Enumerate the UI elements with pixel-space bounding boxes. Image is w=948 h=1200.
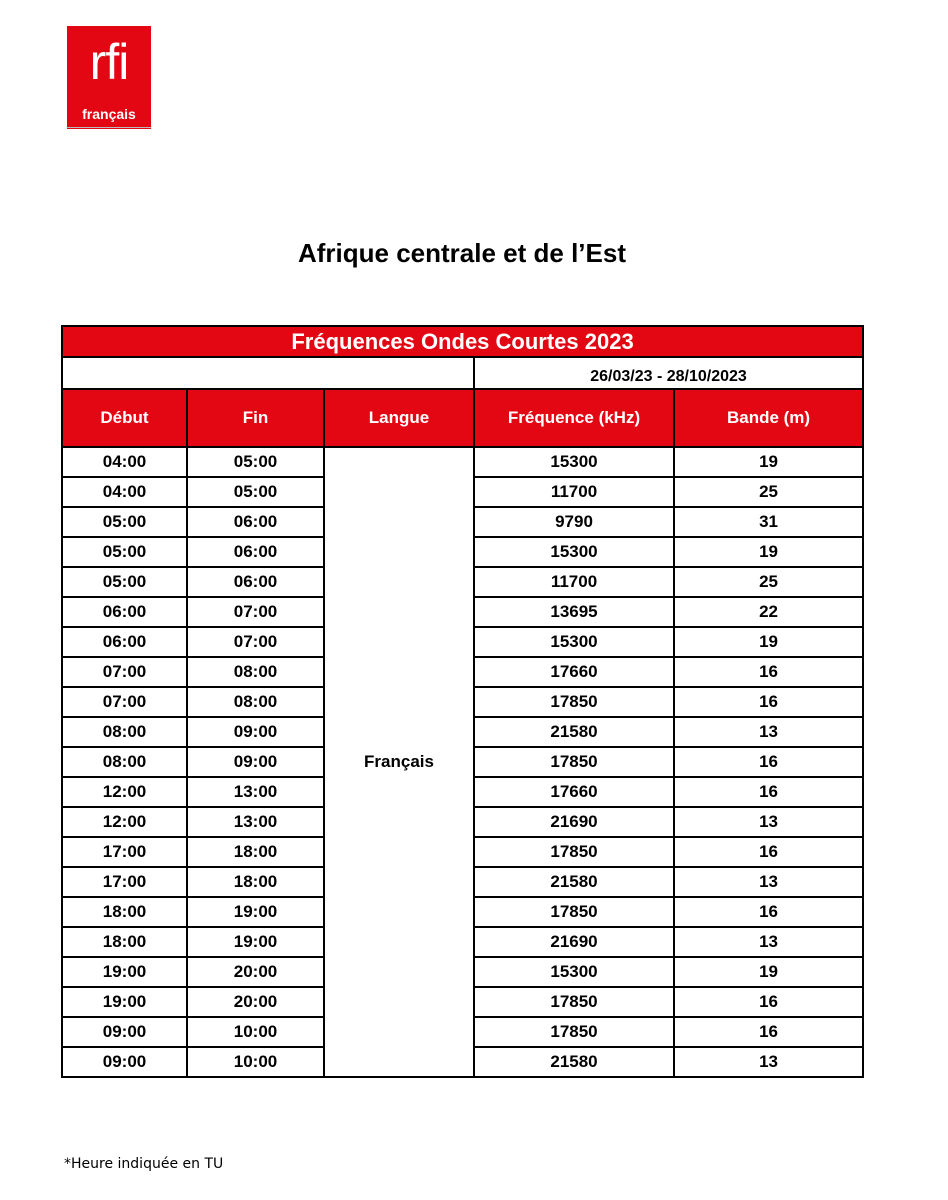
cell-frequence: 9790 <box>474 507 674 537</box>
cell-fin: 13:00 <box>187 777 324 807</box>
cell-fin: 10:00 <box>187 1017 324 1047</box>
header-fin: Fin <box>187 389 324 447</box>
cell-frequence: 17850 <box>474 837 674 867</box>
cell-frequence: 11700 <box>474 477 674 507</box>
cell-bande: 16 <box>674 687 863 717</box>
cell-frequence: 15300 <box>474 447 674 477</box>
cell-fin: 18:00 <box>187 867 324 897</box>
cell-fin: 19:00 <box>187 927 324 957</box>
cell-fin: 07:00 <box>187 627 324 657</box>
cell-frequence: 17850 <box>474 747 674 777</box>
cell-fin: 06:00 <box>187 537 324 567</box>
cell-frequence: 21580 <box>474 717 674 747</box>
logo-wordmark: rfi <box>89 34 129 90</box>
cell-debut: 19:00 <box>62 987 187 1017</box>
cell-debut: 09:00 <box>62 1017 187 1047</box>
cell-frequence: 17850 <box>474 987 674 1017</box>
period-row <box>62 357 863 389</box>
rfi-logo <box>67 26 151 129</box>
cell-bande: 16 <box>674 657 863 687</box>
period-blank <box>62 357 474 389</box>
frequency-table <box>61 325 864 1078</box>
cell-fin: 08:00 <box>187 657 324 687</box>
cell-bande: 22 <box>674 597 863 627</box>
cell-frequence: 21690 <box>474 927 674 957</box>
cell-debut: 19:00 <box>62 957 187 987</box>
header-frequence: Fréquence (kHz) <box>474 389 674 447</box>
cell-fin: 10:00 <box>187 1047 324 1077</box>
cell-frequence: 21580 <box>474 1047 674 1077</box>
cell-bande: 16 <box>674 897 863 927</box>
cell-fin: 09:00 <box>187 717 324 747</box>
cell-fin: 06:00 <box>187 507 324 537</box>
header-row <box>62 389 863 447</box>
cell-fin: 05:00 <box>187 447 324 477</box>
logo-underline <box>67 127 151 128</box>
cell-bande: 16 <box>674 987 863 1017</box>
cell-fin: 06:00 <box>187 567 324 597</box>
footnote: *Heure indiquée en TU <box>64 1156 224 1172</box>
cell-fin: 18:00 <box>187 837 324 867</box>
cell-fin: 05:00 <box>187 477 324 507</box>
cell-bande: 16 <box>674 1017 863 1047</box>
cell-bande: 13 <box>674 1047 863 1077</box>
cell-bande: 19 <box>674 627 863 657</box>
cell-debut: 06:00 <box>62 597 187 627</box>
cell-debut: 07:00 <box>62 687 187 717</box>
cell-debut: 17:00 <box>62 867 187 897</box>
cell-frequence: 21690 <box>474 807 674 837</box>
cell-fin: 08:00 <box>187 687 324 717</box>
cell-debut: 04:00 <box>62 477 187 507</box>
cell-bande: 19 <box>674 957 863 987</box>
cell-frequence: 17660 <box>474 777 674 807</box>
page-title: Afrique centrale et de l’Est <box>298 238 626 268</box>
cell-fin: 19:00 <box>187 897 324 927</box>
cell-bande: 31 <box>674 507 863 537</box>
cell-bande: 19 <box>674 447 863 477</box>
cell-bande: 13 <box>674 867 863 897</box>
table-caption: Fréquences Ondes Courtes 2023 <box>62 326 863 357</box>
cell-debut: 18:00 <box>62 927 187 957</box>
header-bande: Bande (m) <box>674 389 863 447</box>
cell-frequence: 13695 <box>474 597 674 627</box>
period-label: 26/03/23 - 28/10/2023 <box>474 357 863 389</box>
cell-bande: 16 <box>674 777 863 807</box>
cell-debut: 05:00 <box>62 537 187 567</box>
cell-frequence: 21580 <box>474 867 674 897</box>
cell-fin: 20:00 <box>187 987 324 1017</box>
cell-debut: 07:00 <box>62 657 187 687</box>
cell-bande: 19 <box>674 537 863 567</box>
cell-debut: 12:00 <box>62 807 187 837</box>
header-debut: Début <box>62 389 187 447</box>
cell-debut: 18:00 <box>62 897 187 927</box>
cell-fin: 20:00 <box>187 957 324 987</box>
cell-debut: 17:00 <box>62 837 187 867</box>
table-row <box>62 447 863 477</box>
cell-bande: 13 <box>674 807 863 837</box>
cell-debut: 06:00 <box>62 627 187 657</box>
cell-debut: 09:00 <box>62 1047 187 1077</box>
cell-debut: 08:00 <box>62 747 187 777</box>
cell-frequence: 15300 <box>474 627 674 657</box>
cell-frequence: 17850 <box>474 897 674 927</box>
cell-frequence: 15300 <box>474 957 674 987</box>
cell-frequence: 17850 <box>474 687 674 717</box>
cell-frequence: 17850 <box>474 1017 674 1047</box>
cell-fin: 09:00 <box>187 747 324 777</box>
cell-debut: 05:00 <box>62 567 187 597</box>
table-caption-row <box>62 326 863 357</box>
cell-bande: 13 <box>674 927 863 957</box>
cell-frequence: 11700 <box>474 567 674 597</box>
cell-bande: 25 <box>674 567 863 597</box>
header-langue: Langue <box>324 389 474 447</box>
cell-debut: 05:00 <box>62 507 187 537</box>
logo-subtitle: français <box>82 106 136 122</box>
cell-frequence: 17660 <box>474 657 674 687</box>
cell-debut: 04:00 <box>62 447 187 477</box>
cell-fin: 13:00 <box>187 807 324 837</box>
cell-bande: 16 <box>674 837 863 867</box>
cell-bande: 13 <box>674 717 863 747</box>
cell-debut: 12:00 <box>62 777 187 807</box>
cell-bande: 25 <box>674 477 863 507</box>
cell-bande: 16 <box>674 747 863 777</box>
cell-frequence: 15300 <box>474 537 674 567</box>
cell-fin: 07:00 <box>187 597 324 627</box>
cell-debut: 08:00 <box>62 717 187 747</box>
cell-langue: Français <box>324 447 474 1077</box>
